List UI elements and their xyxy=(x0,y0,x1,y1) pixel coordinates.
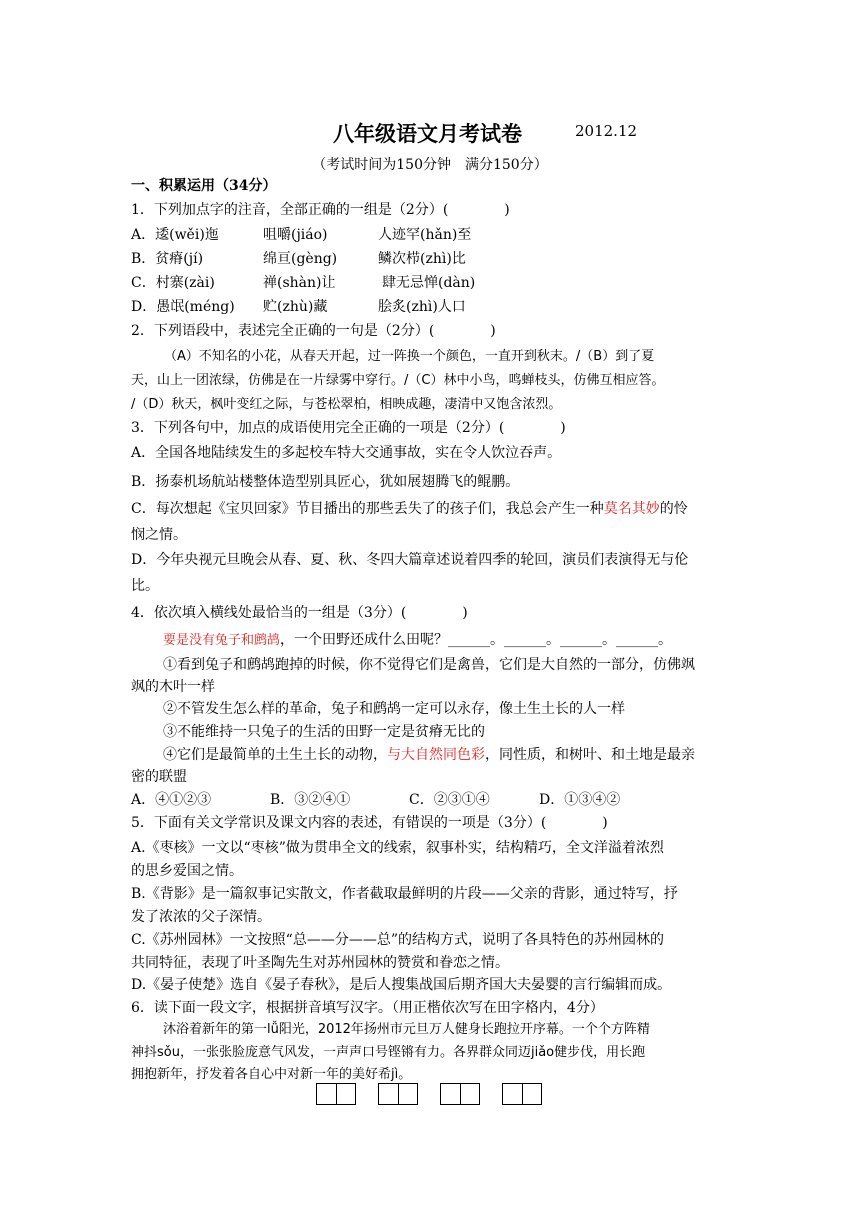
q3-option-b: B．扬泰机场航站楼整体造型别具匠心，犹如展翅腾飞的鲲鹏。 xyxy=(131,474,520,490)
q5-stem: 5．下面有关文学常识及课文内容的表述，有错误的一项是（3分）( ) xyxy=(131,815,608,831)
q3-stem: 3．下列各句中，加点的成语使用完全正确的一项是（2分）( ) xyxy=(131,420,566,436)
q5-option-a: A.《枣核》一文以“枣核”做为贯串全文的线索，叙事朴实，结构精巧，全文洋溢着浓烈 xyxy=(131,840,664,856)
q2-passage-line: 天，山上一团浓绿，仿佛是在一片绿雾中穿行。/（C）林中小鸟，鸣蝉枝头，仿佛互相应答。 xyxy=(131,373,665,388)
q1-option-c2: 禅(shàn)让 xyxy=(263,275,336,291)
q4-item-1: ①看到兔子和鹧鸪跑掉的时候，你不觉得它们是禽兽，它们是大自然的一部分，仿佛飒 xyxy=(163,657,695,673)
exam-date: 2012.12 xyxy=(575,122,638,140)
q1-stem: 1．下列加点字的注音，全部正确的一组是（2分）( ) xyxy=(131,202,510,218)
q5-option-c: C.《苏州园林》一文按照“总——分——总”的结构方式，说明了各具特色的苏州园林的 xyxy=(131,932,664,948)
q1-option-b3: 鳞次栉(zhì)比 xyxy=(378,251,466,267)
q1-option-c3: 肆无忌惮(dàn) xyxy=(382,275,476,291)
q5-option-c-cont: 共同特征，表现了叶圣陶先生对苏州园林的赞赏和眷恋之情。 xyxy=(131,955,509,971)
q4-item-4-cont: 密的联盟 xyxy=(131,769,187,785)
exam-subtitle: （考试时间为150分钟 满分150分） xyxy=(312,157,548,173)
q6-passage-line: 拥抱新年，抒发着各自心中对新一年的美好希jì。 xyxy=(131,1067,412,1082)
exam-title: 八年级语文月考试卷 xyxy=(333,121,522,146)
q3-option-d-cont: 比。 xyxy=(131,578,159,594)
q2-passage-line: /（D）秋天，枫叶变红之际，与苍松翠柏，相映成趣，凄清中又饱含浓烈。 xyxy=(131,397,562,412)
q3-option-a: A．全国各地陆续发生的多起校车特大交通事故，实在令人饮泣吞声。 xyxy=(131,445,562,461)
q3-option-c: C．每次想起《宝贝回家》节目播出的那些丢失了的孩子们，我总会产生一种莫名其妙的怜 xyxy=(131,501,688,517)
section-heading: 一、积累运用（34分） xyxy=(131,178,277,194)
q5-option-d: D.《晏子使楚》选自《晏子春秋》，是后人搜集战国后期齐国大夫晏婴的言行编辑而成。 xyxy=(131,977,672,993)
q6-stem: 6．读下面一段文字，根据拼音填写汉字。（用正楷依次写在田字格内，4分） xyxy=(131,1000,604,1016)
q3-option-d: D．今年央视元旦晚会从春、夏、秋、冬四大篇章述说着四季的轮回，演员们表演得无与伦 xyxy=(131,552,689,568)
q1-option-c1: C．村寨(zài) xyxy=(131,275,215,291)
answer-box-2[interactable] xyxy=(378,1083,418,1105)
answer-box-4[interactable] xyxy=(502,1083,542,1105)
answer-box-1[interactable] xyxy=(316,1083,356,1105)
highlighted-phrase: 要是没有兔子和鹧鸪 xyxy=(163,633,281,648)
q4-choice-a: A．④①②③ xyxy=(131,792,212,808)
q1-option-d3: 脍炙(zhì)人口 xyxy=(378,299,466,315)
highlighted-idiom: 莫名其妙 xyxy=(603,501,660,517)
q4-choice-b: B．③②④① xyxy=(270,792,351,808)
q6-passage-line: 沐浴着新年的第一lǚ阳光，2012年扬州市元旦万人健身长跑拉开序幕。一个个方阵精 xyxy=(163,1022,650,1037)
q4-choice-c: C．②③①④ xyxy=(409,792,490,808)
q4-item-2: ②不管发生怎么样的革命，兔子和鹧鸪一定可以永存，像土生土长的人一样 xyxy=(163,701,625,717)
q1-option-b2: 绵亘(gèng) xyxy=(263,251,338,267)
q1-option-b1: B．贫瘠(jí) xyxy=(131,251,204,267)
q4-item-3: ③不能维持一只兔子的生活的田野一定是贫瘠无比的 xyxy=(163,724,485,740)
highlighted-phrase: 与大自然同色彩 xyxy=(387,747,485,763)
q4-item-1-cont: 飒的木叶一样 xyxy=(131,679,215,695)
q4-choice-d: D．①③④② xyxy=(539,792,621,808)
answer-box-3[interactable] xyxy=(440,1083,480,1105)
q1-option-d2: 贮(zhù)藏 xyxy=(263,299,328,315)
q5-option-a-cont: 的思乡爱国之情。 xyxy=(131,863,243,879)
q1-option-d1: D．愚氓(méng) xyxy=(131,299,235,315)
q1-option-a1: A．逶(wěi)迤 xyxy=(131,227,219,243)
q1-option-a2: 咀嚼(jiáo) xyxy=(263,227,328,243)
q3-option-c-cont: 悯之情。 xyxy=(131,527,187,543)
q4-stem: 4．依次填入横线处最恰当的一组是（3分）( ) xyxy=(131,605,468,621)
q4-item-4: ④它们是最简单的土生土长的动物，与大自然同色彩，同性质，和树叶、和土地是最亲 xyxy=(163,747,695,763)
q5-option-b: B.《背影》是一篇叙事记实散文，作者截取最鲜明的片段——父亲的背影，通过特写，抒 xyxy=(131,886,678,902)
q4-lead-sentence: 要是没有兔子和鹧鸪，一个田野还成什么田呢？______。______。______。______。 xyxy=(163,632,673,648)
q2-stem: 2．下列语段中，表述完全正确的一句是（2分）( ) xyxy=(131,323,496,339)
q5-option-b-cont: 发了浓浓的父子深情。 xyxy=(131,909,271,925)
q6-passage-line: 神抖sǒu，一张张脸庞意气风发，一声声口号铿锵有力。各界群众同迈jiǎo健步伐，用长跑 xyxy=(131,1045,646,1060)
q1-option-a3: 人迹罕(hǎn)至 xyxy=(378,227,472,243)
q2-passage-line: （A）不知名的小花，从春天开起，过一阵换一个颜色，一直开到秋末。/（B）到了夏 xyxy=(164,349,655,364)
